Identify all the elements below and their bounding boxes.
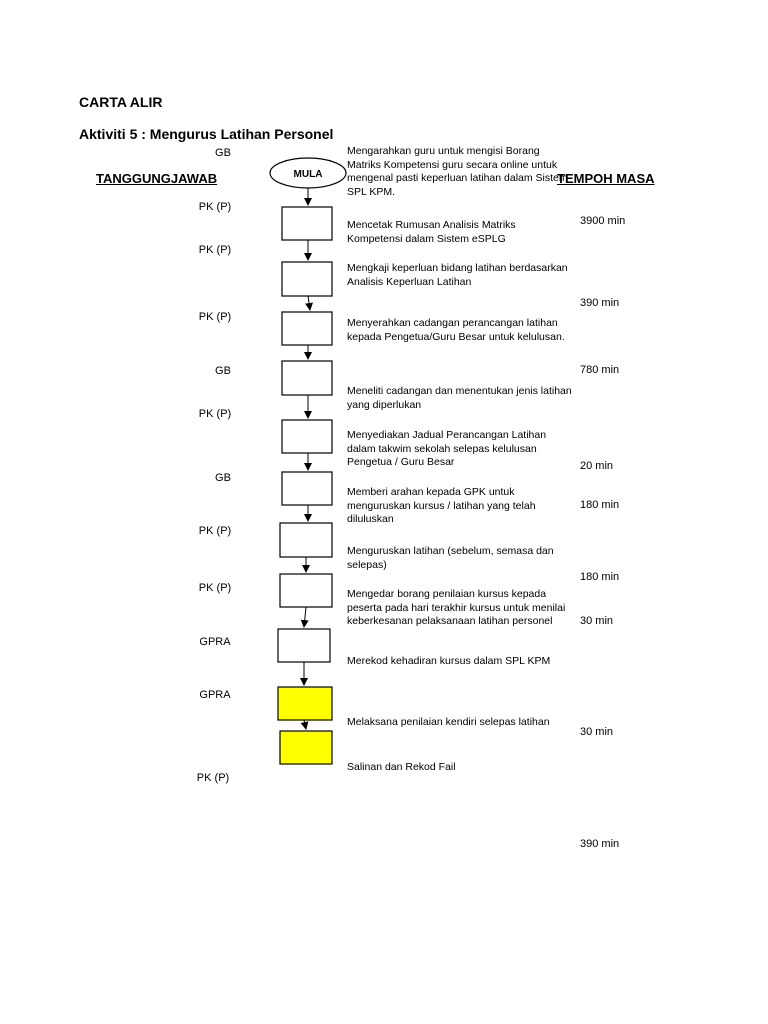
step-description: Salinan dan Rekod Fail	[347, 761, 456, 773]
duration-item: 390 min	[580, 838, 620, 850]
duration-item: 390 min	[580, 297, 620, 309]
step-description: Memberi arahan kepada GPK untuk menguruskan kursus / latihan yang telah diluluskan	[347, 486, 536, 525]
responsible-item: PK (P)	[198, 244, 232, 256]
step-description: Menyediakan Jadual Perancangan Latihan dalam takwim sekolah selepas kelulusan Pengetua / Guru Besar	[347, 429, 547, 468]
step-description: Mengedar borang penilaian kursus kepada peserta pada hari terakhir kursus untuk menilai keberkesanan pelaksanaan latihan personel	[347, 588, 566, 627]
responsible-item: GB	[215, 472, 231, 484]
responsible-item: PK (P)	[198, 201, 232, 213]
responsible-item: PK (P)	[198, 408, 232, 420]
process-box	[282, 361, 332, 395]
process-box	[280, 731, 332, 764]
duration-column-heading: TEMPOH MASA	[557, 171, 655, 186]
step-description: Menguruskan latihan (sebelum, semasa dan selepas)	[347, 545, 554, 571]
responsible-item: GB	[215, 365, 231, 377]
process-box	[278, 629, 330, 662]
responsible-item: GB	[215, 147, 231, 159]
process-box	[282, 262, 332, 296]
duration-item: 180 min	[580, 571, 620, 583]
process-box	[282, 472, 332, 505]
duration-item: 780 min	[580, 364, 620, 376]
process-box	[280, 574, 332, 607]
step-description: Merekod kehadiran kursus dalam SPL KPM	[347, 655, 551, 667]
flow-arrow	[304, 720, 306, 729]
responsible-column-heading: TANGGUNGJAWAB	[96, 171, 218, 186]
responsible-item: PK (P)	[196, 772, 230, 784]
responsible-item: PK (P)	[198, 311, 232, 323]
responsible-item: GPRA	[199, 636, 231, 648]
step-description: Mencetak Rumusan Analisis Matriks Kompetensi dalam Sistem eSPLG	[347, 219, 516, 245]
flow-arrow	[308, 296, 310, 310]
process-box	[278, 687, 332, 720]
responsible-item: PK (P)	[198, 525, 232, 537]
activity-title: Aktiviti 5 : Mengurus Latihan Personel	[79, 126, 334, 142]
duration-item: 180 min	[580, 499, 620, 511]
duration-item: 20 min	[580, 460, 614, 472]
flow-arrow	[304, 607, 306, 627]
step-description: Mengkaji keperluan bidang latihan berdasarkan Analisis Keperluan Latihan	[347, 262, 568, 288]
step-description: Meneliti cadangan dan menentukan jenis latihan yang diperlukan	[347, 385, 572, 411]
duration-heading-clip	[557, 170, 670, 190]
process-box	[282, 207, 332, 240]
responsible-item: GPRA	[199, 689, 231, 701]
duration-item: 3900 min	[580, 215, 626, 227]
process-box	[282, 420, 332, 453]
step-description: Melaksana penilaian kendiri selepas latihan	[347, 716, 550, 728]
process-box	[280, 523, 332, 557]
responsible-item: PK (P)	[198, 582, 232, 594]
duration-item: 30 min	[580, 726, 614, 738]
start-label: MULA	[293, 169, 323, 180]
step-description: Mengarahkan guru untuk mengisi Borang Matriks Kompetensi guru secara online untuk mengenal pasti keperluan latihan dalam Sistem SPL KPM.	[347, 145, 568, 198]
process-box	[282, 312, 332, 345]
step-description: Menyerahkan cadangan perancangan latihan kepada Pengetua/Guru Besar untuk kelulusan.	[347, 317, 565, 343]
chart-title: CARTA ALIR	[79, 94, 163, 110]
duration-item: 30 min	[580, 615, 614, 627]
